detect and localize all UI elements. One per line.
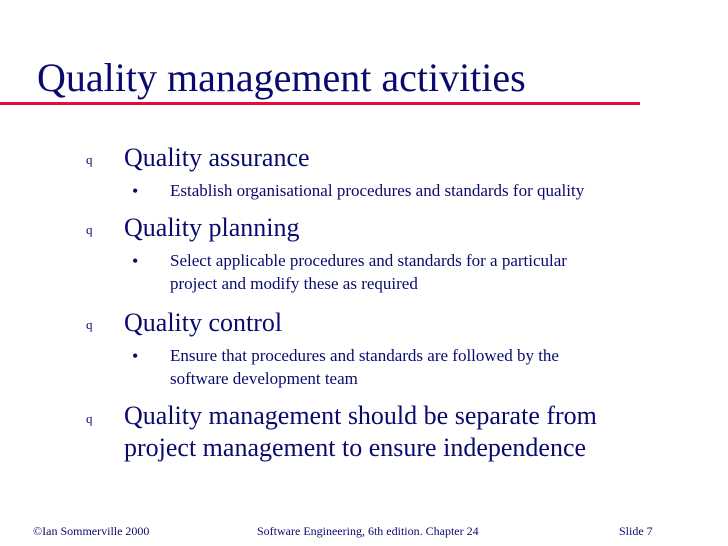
bullet-marker-icon: q — [86, 152, 93, 167]
footer-slide-number: Slide 7 — [619, 524, 653, 538]
bullet-quality-control: Quality control — [124, 308, 283, 337]
bullet-marker-icon: q — [86, 222, 93, 237]
bullet-separation-line-1: Quality management should be separate from — [124, 401, 597, 430]
slide-title: Quality management activities — [37, 55, 526, 100]
sub-bullet-text: software development team — [170, 369, 358, 388]
sub-bullet-text: Ensure that procedures and standards are followed by the — [170, 346, 559, 365]
sub-bullet-text: project and modify these as required — [170, 274, 418, 293]
bullet-marker-icon: q — [86, 411, 93, 426]
title-underline — [0, 102, 640, 105]
bullet-quality-planning: Quality planning — [124, 213, 300, 242]
bullet-marker-icon: q — [86, 317, 93, 332]
bullet-separation-line-2: project management to ensure independence — [124, 433, 587, 462]
sub-bullet-text: Establish organisational procedures and standards for quality — [170, 181, 585, 200]
sub-bullet-dot-icon: • — [132, 346, 139, 366]
bullet-quality-assurance: Quality assurance — [124, 143, 310, 172]
footer-book-title: Software Engineering, 6th edition. Chapter 24 — [257, 524, 479, 538]
sub-bullet-dot-icon: • — [132, 181, 139, 201]
footer-copyright: ©Ian Sommerville 2000 — [33, 524, 150, 538]
sub-bullet-text: Select applicable procedures and standards for a particular — [170, 251, 567, 270]
sub-bullet-dot-icon: • — [132, 251, 139, 271]
